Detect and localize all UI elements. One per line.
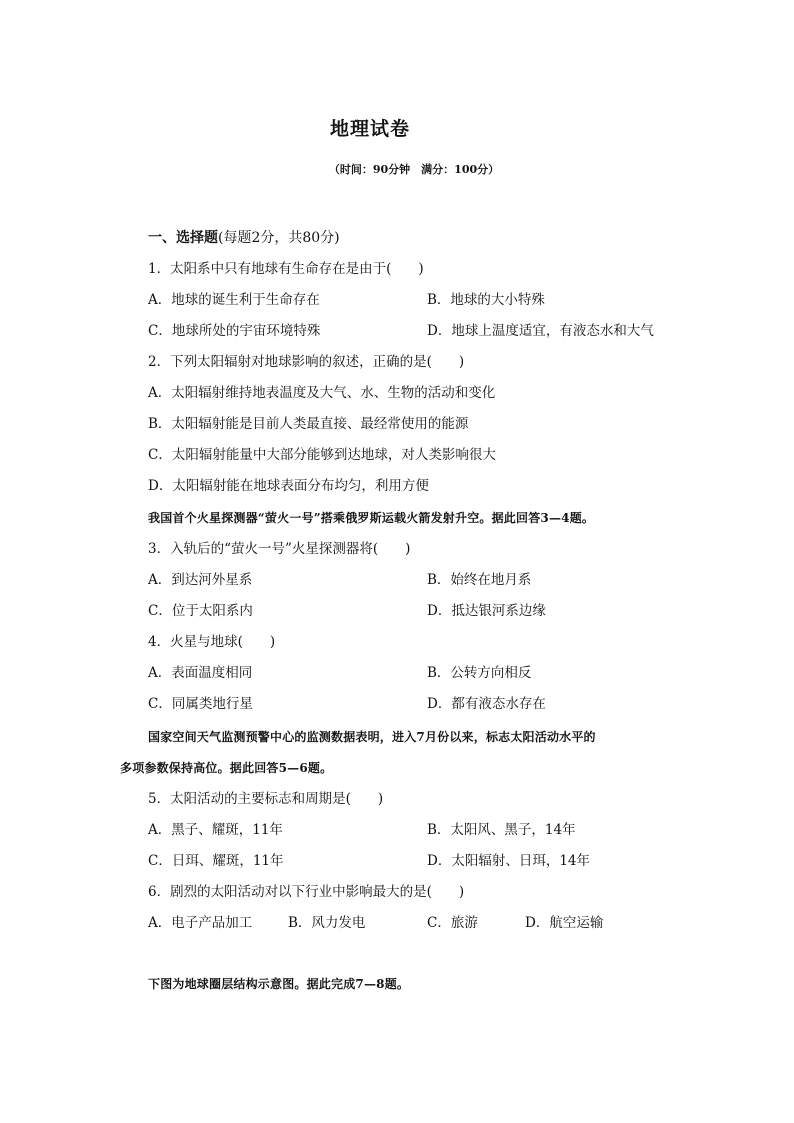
question-1-option-d: D．地球上温度适宜，有液态水和大气 <box>427 323 654 339</box>
question-6-stem: 6．剧烈的太阳活动对以下行业中影响最大的是( ) <box>148 884 465 900</box>
section-heading-title: 一、选择题 <box>148 230 218 246</box>
section-heading <box>148 228 340 248</box>
question-2-option-c: C．太阳辐射能量中大部分能够到达地球，对人类影响很大 <box>148 447 496 463</box>
question-2-option-b: B．太阳辐射能是目前人类最直接、最经常使用的能源 <box>148 416 469 432</box>
question-5-stem: 5．太阳活动的主要标志和周期是( ) <box>148 791 384 807</box>
question-2-option-a: A．太阳辐射维持地表温度及大气、水、生物的活动和变化 <box>148 385 496 401</box>
question-3-stem: 3．入轨后的“萤火一号”火星探测器将( ) <box>148 541 411 557</box>
section-heading-note: (每题2分，共80分) <box>218 230 340 246</box>
question-5-option-c: C．日珥、耀斑，11年 <box>148 853 284 869</box>
intro-questions-5-6-line-2: 多项参数保持高位。据此回答5—6题。 <box>120 761 333 775</box>
question-6-option-c: C．旅游 <box>427 915 478 931</box>
page-title: 地理试卷 <box>329 118 410 140</box>
question-4-stem: 4．火星与地球( ) <box>148 634 276 650</box>
question-4-option-d: D．都有液态水存在 <box>427 696 546 712</box>
question-1-option-a: A．地球的诞生利于生命存在 <box>148 292 320 308</box>
question-3-option-a: A．到达河外星系 <box>148 572 253 588</box>
question-1-option-b: B．地球的大小特殊 <box>427 292 545 308</box>
question-3-option-c: C．位于太阳系内 <box>148 603 253 619</box>
exam-time-score: （时间：90分钟 满分：100分） <box>328 163 500 176</box>
intro-questions-5-6-line-1: 国家空间天气监测预警中心的监测数据表明，进入7月份以来，标志太阳活动水平的 <box>148 730 596 744</box>
question-4-option-a: A．表面温度相同 <box>148 665 253 681</box>
question-6-option-b: B．风力发电 <box>288 915 366 931</box>
intro-questions-3-4: 我国首个火星探测器“萤火一号”搭乘俄罗斯运载火箭发射升空。据此回答3—4题。 <box>148 511 595 525</box>
question-6-option-a: A．电子产品加工 <box>148 915 253 931</box>
question-1-option-c: C．地球所处的宇宙环境特殊 <box>148 323 321 339</box>
question-3-option-b: B．始终在地月系 <box>427 572 532 588</box>
question-5-option-b: B．太阳风、黑子，14年 <box>427 822 576 838</box>
question-5-option-a: A．黑子、耀斑，11年 <box>148 822 283 838</box>
question-4-option-b: B．公转方向相反 <box>427 665 532 681</box>
question-6-option-d: D．航空运输 <box>525 915 604 931</box>
question-4-option-c: C．同属类地行星 <box>148 696 253 712</box>
intro-questions-7-8: 下图为地球圈层结构示意图。据此完成7—8题。 <box>148 977 410 991</box>
question-5-option-d: D．太阳辐射、日珥，14年 <box>427 853 591 869</box>
question-3-option-d: D．抵达银河系边缘 <box>427 603 546 619</box>
question-2-option-d: D．太阳辐射能在地球表面分布均匀，利用方便 <box>148 478 429 494</box>
question-1-stem: 1．太阳系中只有地球有生命存在是由于( ) <box>148 261 424 277</box>
question-2-stem: 2．下列太阳辐射对地球影响的叙述，正确的是( ) <box>148 354 465 370</box>
